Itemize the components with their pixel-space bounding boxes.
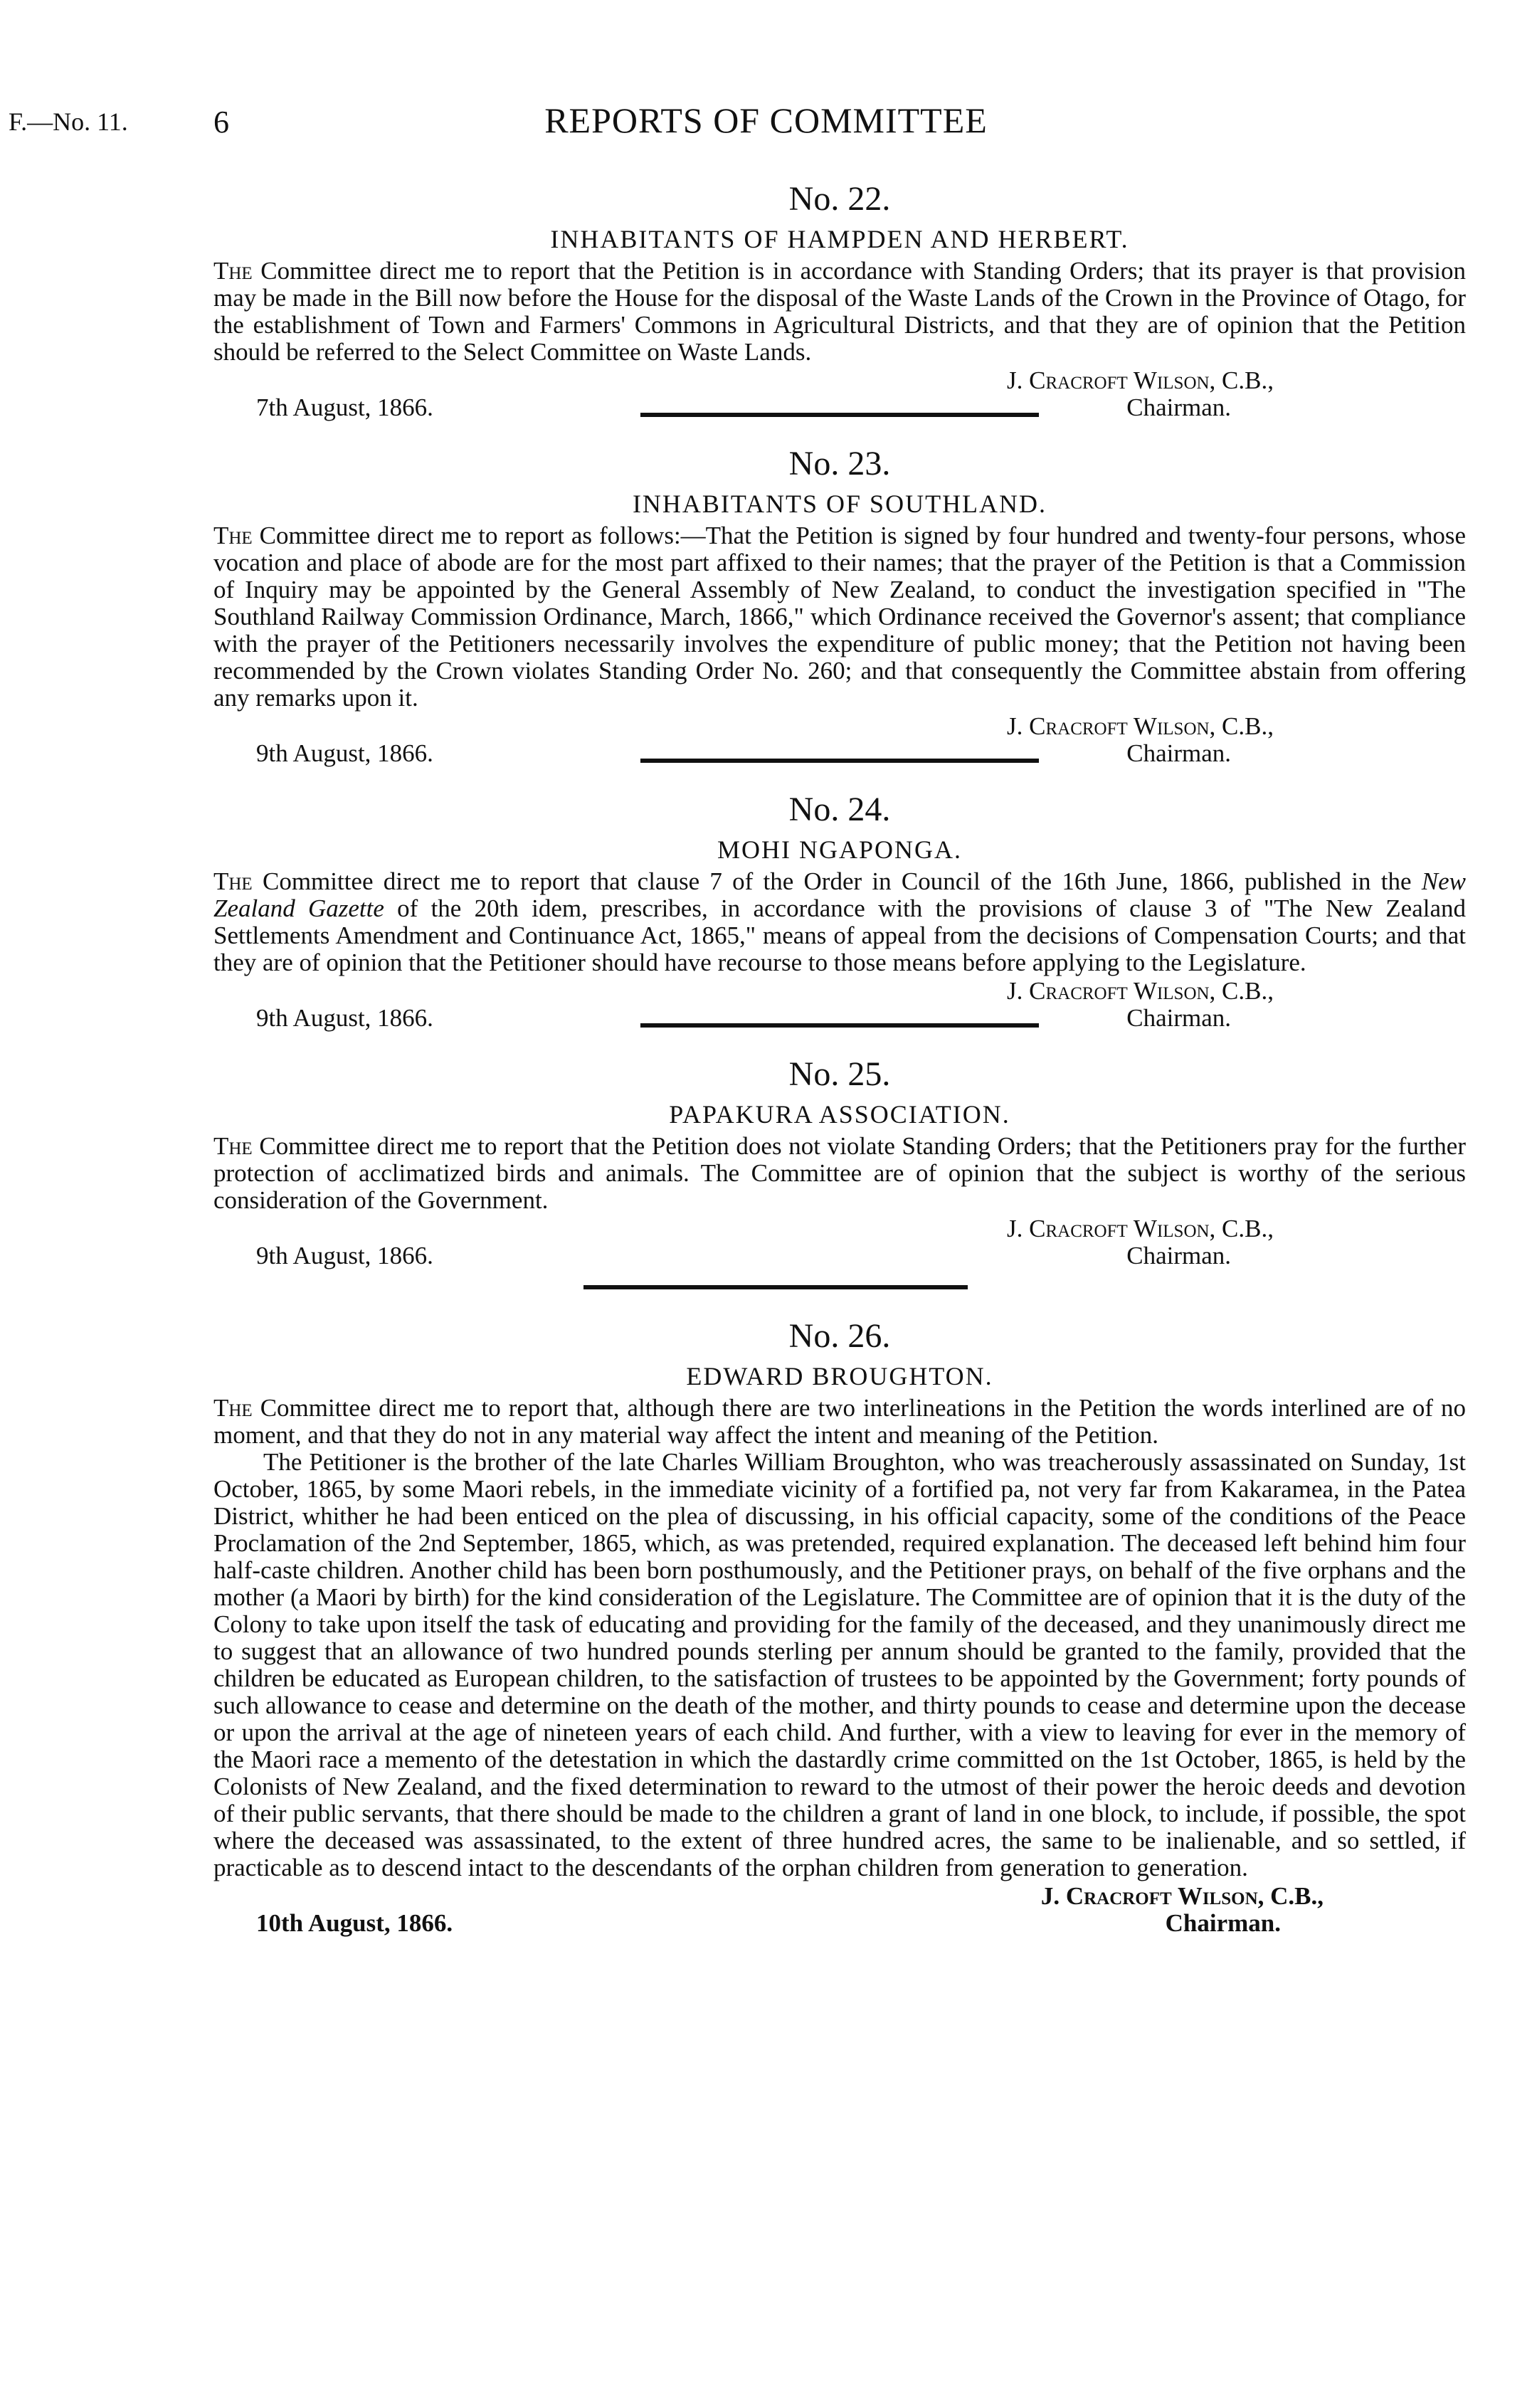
lead-word: The (213, 522, 253, 549)
signatory-role: Chairman. (1126, 739, 1231, 767)
report-23 (213, 441, 1466, 769)
report-date: 9th August, 1866. (256, 739, 433, 767)
report-footer (213, 976, 1466, 1033)
report-date: 7th August, 1866. (256, 394, 433, 421)
report-title: PAPAKURA ASSOCIATION. (669, 1100, 1010, 1129)
spacer (213, 423, 1466, 441)
signatory-role: Chairman. (1126, 1242, 1231, 1269)
document-reference: F.—No. 11. (9, 107, 128, 136)
lead-word: The (213, 257, 253, 285)
running-header (0, 100, 1532, 142)
spacer (213, 1033, 1466, 1052)
section-divider (640, 759, 1039, 763)
section-divider (640, 1023, 1039, 1028)
report-footer (213, 366, 1466, 423)
signatory-role: Chairman. (1126, 394, 1231, 421)
report-body-paragraph-2: The Petitioner is the brother of the late Charles William Broughton, who was treacherously assassinated on Sunday, 1st October, 1865, by some Maori rebels, in the immediate vicinity of a fortified pa, not very far from Kakaramea, in the Patea District, whither he had been enticed on the plea of discussing, in his official capacity, some of the conditions of the Peace Proclamation of the 2nd September, 1865, which, as was pretended, required explanation. The deceased left behind him four half-caste children. Another child has been born posthumously, and the Petitioner prays, on behalf of the five orphans and the mother (a Maori by birth) for the kind consideration of the Legislature. The Committee are of opinion that it is the duty of the Colony to take upon itself the task of educating and providing for the family of the deceased, and they unanimously direct me to suggest that an allowance of two hundred pounds sterling per annum should be granted to the family, provided that the children be educated as European children, to the satisfaction of trustees to be appointed by the Government; forty pounds of such allowance to cease and determine on the death of the mother, and thirty pounds to cease and determine upon the decease or upon the arrival at the age of nineteen years of each child. And further, with a view to leaving for ever in the memory of the Maori race a memento of the detestation in which the dastardly crime committed on the 1st October, 1865, is held by the Colonists of New Zealand, and the fixed determination to reward to the utmost of their power the heroic deeds and devotion of their public servants, that there should be made to the children a grant of land in one block, to include, if possible, the spot where the deceased was assassinated, to the extent of three hundred acres, the same to be inalienable, and so settled, if practicable as to descend intact to the descendants of the orphan children from generation to generation. (213, 1448, 1466, 1881)
report-24 (213, 787, 1466, 1033)
gazette-title: New Zealand Gazette (213, 867, 1466, 922)
report-body (213, 258, 1466, 366)
page-title: REPORTS OF COMMITTEE (544, 100, 988, 140)
report-number: No. 26. (788, 1317, 891, 1355)
report-22 (213, 176, 1466, 423)
report-title: EDWARD BROUGHTON. (686, 1362, 993, 1390)
page-number: 6 (213, 105, 229, 139)
report-body (213, 868, 1466, 976)
report-number: No. 22. (788, 180, 891, 218)
report-text-continued: of the 20th idem, prescribes, in accordance with the provisions of clause 3 of "The New Zealand Settlements Amendment and Continuance Act, 1865," means of appeal from the decisions of Compensation Courts; and that they are of opinion that the Petitioner should have recourse to those means before applying to the Legislature. (213, 894, 1467, 976)
report-date: 10th August, 1866. (256, 1909, 453, 1937)
report-text: Committee direct me to report that the Petition does not violate Standing Orders; that the Petitioners pray for the further protection of acclimatized birds and animals. The Committee are of opinion that the subject is worthy of the serious consideration of the Government. (213, 1132, 1467, 1214)
spacer (213, 769, 1466, 787)
section-divider (640, 413, 1039, 417)
report-text: Committee direct me to report that clause 7 of the Order in Council of the 16th June, 1866, published in the (262, 867, 1412, 895)
signatory-name: J. Cracroft Wilson, C.B., (1040, 1882, 1324, 1910)
signatory-name: J. Cracroft Wilson, C.B., (1007, 1215, 1274, 1242)
report-title: INHABITANTS OF HAMPDEN AND HERBERT. (550, 225, 1129, 253)
report-number: No. 25. (788, 1055, 891, 1093)
report-number: No. 24. (788, 791, 891, 828)
report-date: 9th August, 1866. (256, 1242, 433, 1269)
report-title: INHABITANTS OF SOUTHLAND. (632, 490, 1047, 518)
report-text: Committee direct me to report that the Petition is in accordance with Standing Orders; that its prayer is that provision may be made in the Bill now before the House for the disposal of the Waste Lands of the Crown in the Province of Otago, for the establishment of Town and Farmers' Commons in Agricultural Districts, and that they are of opinion that the Petition should be referred to the Select Committee on Waste Lands. (213, 257, 1467, 366)
report-26 (213, 1314, 1466, 1938)
report-footer (213, 712, 1466, 769)
lead-word: The (213, 1394, 253, 1422)
report-text: Committee direct me to report that, although there are two interlineations in the Petition the words interlined are of no moment, and that they do not in any material way affect the intent and meaning of the Petition. (213, 1394, 1466, 1449)
section-divider (583, 1285, 968, 1289)
report-25 (213, 1052, 1466, 1271)
report-footer (213, 1214, 1466, 1271)
report-body (213, 1133, 1466, 1214)
signatory-name: J. Cracroft Wilson, C.B., (1007, 977, 1274, 1005)
report-text: Committee direct me to report as follows:—That the Petition is signed by four hundred and twenty-four persons, whose vocation and place of abode are for the most part affixed to their names; that the prayer of the Petition is that a Commission of Inquiry may be appointed by the General Assembly of New Zealand, to conduct the investigation specified in "The Southland Railway Commission Ordinance, March, 1866," which Ordinance received the Governor's assent; that compliance with the prayer of the Petitioners necessarily involves the expenditure of public money; that the Petition not having been recommended by the Crown violates Standing Order No. 260; and that consequently the Committee abstain from offering any remarks upon it. (213, 522, 1467, 712)
lead-word: The (213, 867, 253, 895)
signatory-name: J. Cracroft Wilson, C.B., (1007, 366, 1274, 394)
report-number: No. 23. (788, 445, 891, 482)
signatory-name: J. Cracroft Wilson, C.B., (1007, 712, 1274, 740)
signatory-role: Chairman. (1126, 1004, 1231, 1032)
report-body (213, 522, 1466, 712)
report-title: MOHI NGAPONGA. (717, 835, 962, 864)
signatory-role: Chairman. (1165, 1909, 1281, 1937)
report-footer (213, 1881, 1466, 1938)
report-date: 9th August, 1866. (256, 1004, 433, 1032)
report-body (213, 1395, 1466, 1449)
reports-column (213, 176, 1466, 1938)
lead-word: The (213, 1132, 253, 1160)
